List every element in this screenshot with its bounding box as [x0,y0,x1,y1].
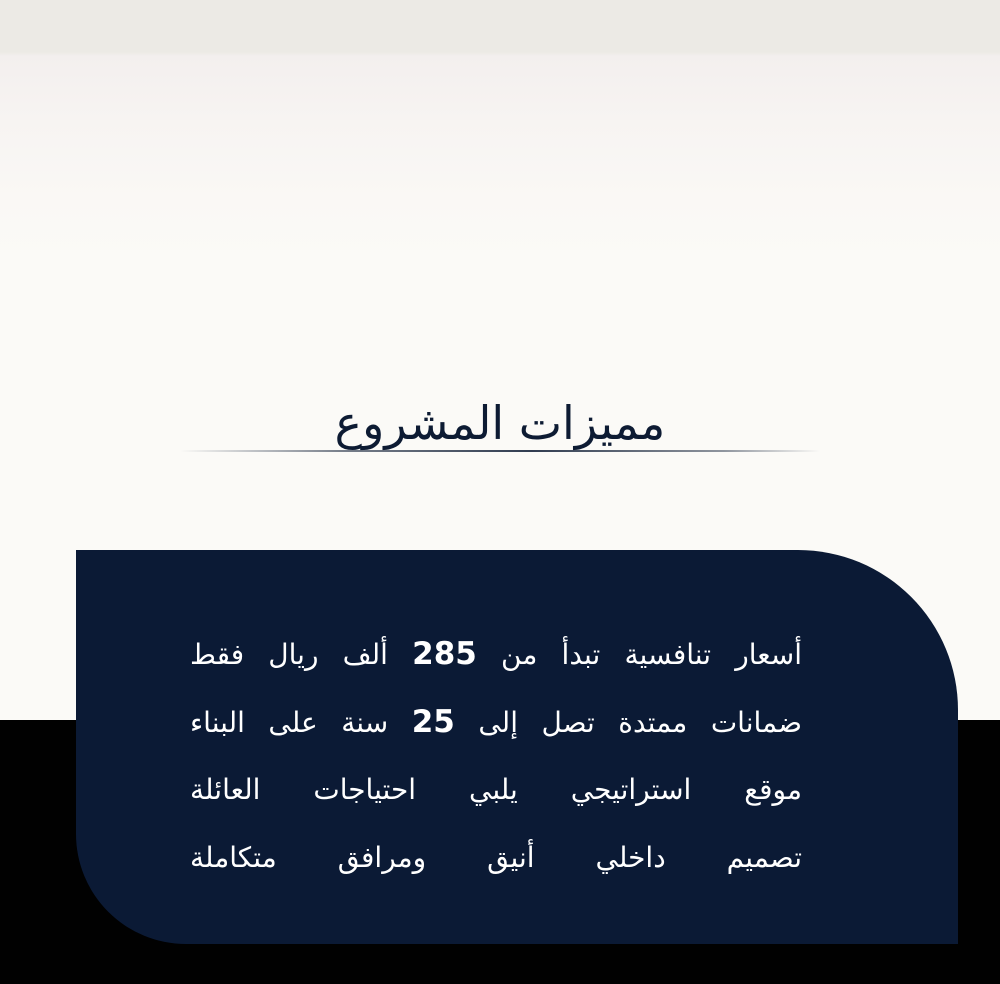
price-number: 285 [412,636,477,672]
feature-price [190,620,802,688]
feature-location: موقع استراتيجي يلبي احتياجات العائلة [190,773,802,806]
feature-warranty [190,688,802,756]
feature-design: تصميم داخلي أنيق ومرافق متكاملة [190,841,802,874]
warranty-years-number: 25 [411,704,455,740]
title-divider [180,450,820,452]
features-list [190,620,802,892]
feature-warranty-unit: سنة على البناء [190,706,412,739]
feature-price-text: أسعار تنافسية تبدأ من [476,638,803,671]
feature-price-unit: ألف ريال فقط [190,638,413,671]
feature-warranty-text: ضمانات ممتدة تصل إلى [454,706,802,739]
page-title: مميزات المشروع [334,395,666,450]
